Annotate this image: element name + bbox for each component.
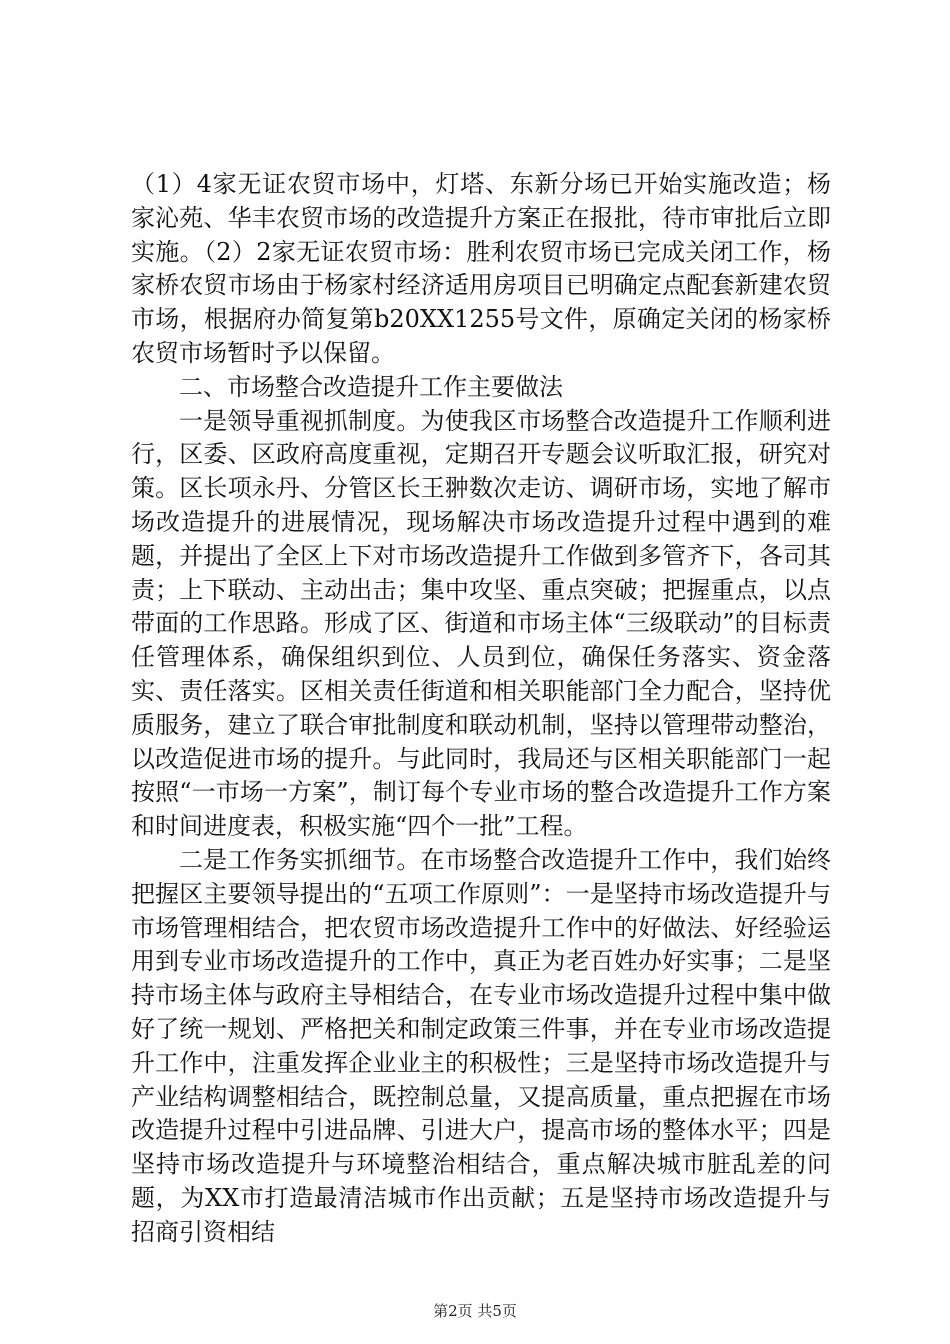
page-number-footer: 第2页 共5页 bbox=[433, 1302, 517, 1320]
paragraph-leadership: 一是领导重视抓制度。为使我区市场整合改造提升工作顺利进行，区委、区政府高度重视，定期召开专题会议听取汇报，研究对策。区长项永丹、分管区长王翀数次走访、调研市场，实地了解市场改造提升的进展情况，现场解决市场改造提升过程中遇到的难题，并提出了全区上下对市场改造提升工作做到多管齐下，各司其责；上下联动、主动出击；集中攻坚、重点突破；把握重点，以点带面的工作思路。形成了区、街道和市场主体“三级联动”的目标责任管理体系，确保组织到位、人员到位，确保任务落实、资金落实、责任落实。区相关责任街道和相关职能部门全力配合，坚持优质服务，建立了联合审批制度和联动机制，坚持以管理带动整治，以改造促进市场的提升。与此同时，我局还与区相关职能部门一起按照“一市场一方案”，制订每个专业市场的整合改造提升工作方案和时间进度表，积极实施“四个一批”工程。 bbox=[131, 406, 831, 841]
paragraph-status-summary: （1）4家无证农贸市场中，灯塔、东新分场已开始实施改造；杨家沁苑、华丰农贸市场的改造提升方案正在报批，待市审批后立即实施。（2）2家无证农贸市场：胜利农贸市场已完成关闭工作，杨家桥农贸市场由于杨家村经济适用房项目已明确定点配套新建农贸市场，根据府办简复第b20XX1255号文件，原确定关闭的杨家桥农贸市场暂时予以保留。 bbox=[131, 170, 831, 367]
body-text bbox=[131, 168, 831, 1250]
paragraph-work-details: 二是工作务实抓细节。在市场整合改造提升工作中，我们始终把握区主要领导提出的“五项工作原则”：一是坚持市场改造提升与市场管理相结合，把农贸市场改造提升工作中的好做法、好经验运用到专业市场改造提升的工作中，真正为老百姓办好实事；二是坚持市场主体与政府主导相结合，在专业市场改造提升过程中集中做好了统一规划、严格把关和制定政策三件事，并在专业市场改造提升工作中，注重发挥企业业主的积极性；三是坚持市场改造提升与产业结构调整相结合，既控制总量，又提高质量，重点把握在市场改造提升过程中引进品牌、引进大户，提高市场的整体水平；四是坚持市场改造提升与环境整治相结合，重点解决城市脏乱差的问题，为XX市打造最清洁城市作出贡献；五是坚持市场改造提升与招商引资相结 bbox=[131, 845, 831, 1246]
section-heading: 二、市场整合改造提升工作主要做法 bbox=[179, 372, 563, 401]
